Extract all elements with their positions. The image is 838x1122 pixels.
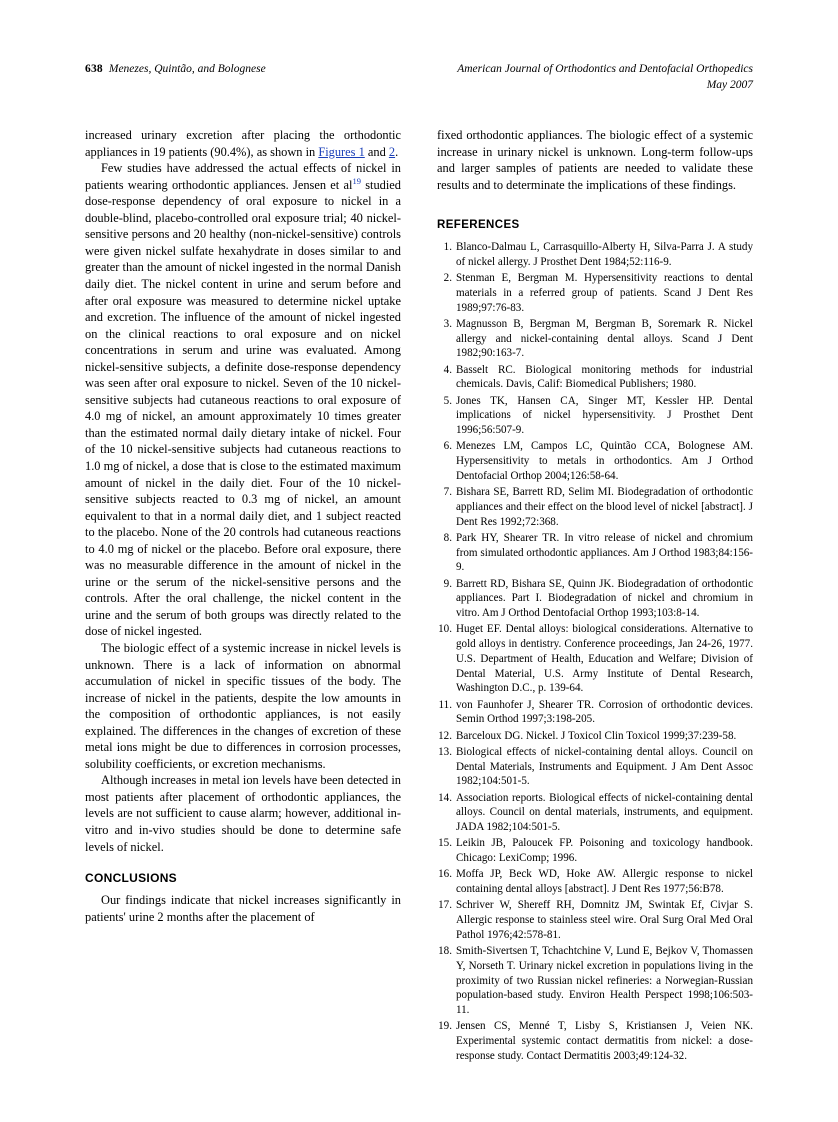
- reference-item: [437, 836, 753, 866]
- paragraph-conclusions: Our findings indicate that nickel increases significantly in patients' urine 2 months after the placement of: [85, 893, 401, 924]
- reference-item: [437, 745, 753, 789]
- two-column-body: [85, 127, 753, 1065]
- reference-text: Menezes LM, Campos LC, Quintão CCA, Bolognese AM. Hypersensitivity to metals in orthodontics. Am J Orthod Dentofacial Orthop 2004;126:58-64.: [456, 440, 753, 482]
- reference-text: Magnusson B, Bergman M, Bergman B, Soremark R. Nickel allergy and nickel-containing dental alloys. Scand J Dent 1982;90:163-7.: [456, 317, 753, 360]
- reference-item: [437, 898, 753, 942]
- reference-number: 3.: [443, 317, 452, 330]
- reference-item: [437, 622, 753, 696]
- reference-text: Park HY, Shearer TR. In vitro release of nickel and chromium from simulated orthodontic appliances. Am J Orthod 1983;84:156-9.: [456, 531, 753, 574]
- paragraph-biologic-effect: The biologic effect of a systemic increase in nickel levels is unknown. There is a lack of information on abnormal accumulation of nickel in specific tissues of the body. The increase of nickel in the patients, despite the low amounts in the composition of orthodontic appliances, is not easily explained. The differences in the changes of excretion of these metal ions might be due to differences in corrosion processes, solubility coefficients, or excretion mechanisms.: [85, 640, 401, 771]
- reference-item: [437, 729, 753, 744]
- conclusions-heading: CONCLUSIONS: [85, 871, 177, 886]
- reference-text: Huget EF. Dental alloys: biological considerations. Alternative to gold alloys in dentistry. Conference proceedings, Jan 24-26, 1977. U.S. Department of Health, Education and Welfare; Division of Dental Material, U.S. Army Institute of Dental Research, Washington D.C., p. 139-64.: [456, 623, 753, 695]
- reference-text: Blanco-Dalmau L, Carrasquillo-Alberty H, Silva-Parra J. A study of nickel allergy. J Prosthet Dent 1984;52:116-9.: [456, 241, 753, 268]
- reference-number: 10.: [438, 623, 452, 636]
- page-content: [85, 62, 753, 1065]
- reference-item: [437, 867, 753, 897]
- para2-text-a: Few studies have addressed the actual effects of nickel in patients wearing orthodontic appliances. Jensen et al: [85, 161, 401, 192]
- reference-item: [437, 439, 753, 483]
- figure-1-link[interactable]: Figures 1: [318, 144, 365, 159]
- references-heading: REFERENCES: [437, 219, 520, 232]
- journal-title: American Journal of Orthodontics and Dentofacial Orthopedics: [457, 63, 753, 75]
- right-column: [437, 127, 753, 1065]
- reference-number: 17.: [438, 899, 452, 912]
- reference-number: 2.: [443, 272, 452, 285]
- reference-text: Jensen CS, Menné T, Lisby S, Kristiansen J, Veien NK. Experimental systemic contact dermatitis from nickel: a dose-response study. Contact Dermatitis 2003;49:124-32.: [456, 1020, 753, 1062]
- reference-text: Stenman E, Bergman M. Hypersensitivity reactions to dental materials in a referred group of patients. Scand J Dent Res 1989;97:76-83.: [456, 272, 753, 314]
- running-head-right: [457, 62, 753, 93]
- reference-number: 6.: [443, 440, 452, 453]
- reference-item: [437, 317, 753, 361]
- reference-item: [437, 791, 753, 835]
- reference-item: [437, 363, 753, 393]
- reference-number: 13.: [438, 745, 452, 758]
- paragraph-discussion: [85, 160, 401, 640]
- running-head-authors: Menezes, Quintão, and Bolognese: [108, 63, 266, 75]
- reference-text: Bishara SE, Barrett RD, Selim MI. Biodegradation of orthodontic appliances and their effect on the blood level of nickel [abstract]. J Dent Res 1992;72:368.: [456, 486, 753, 528]
- reference-item: [437, 485, 753, 529]
- page-number: 638: [85, 63, 103, 75]
- reference-item: [437, 394, 753, 438]
- para1-text-a: increased urinary excretion after placing the orthodontic appliances in 19 patients (90.4%), as shown in: [85, 128, 401, 159]
- reference-text: Barrett RD, Bishara SE, Quinn JK. Biodegradation of orthodontic appliances. Part I. Biodegradation of nickel and chromium in vitro. Am J Orthod Dentofacial Orthop 1993;103:8-14.: [456, 577, 753, 620]
- figure-2-link[interactable]: 2: [388, 144, 396, 159]
- paragraph-metal-ion-levels: Although increases in metal ion levels have been detected in most patients after placement of orthodontic appliances, the levels are not sufficient to cause alarm; however, additional in-vitro and in-vivo studies should be done to determine safe levels of nickel.: [85, 773, 401, 854]
- para1-text-c: .: [395, 144, 399, 159]
- reference-item: [437, 577, 753, 621]
- reference-number: 1.: [443, 241, 452, 254]
- reference-text: Barceloux DG. Nickel. J Toxicol Clin Toxicol 1999;37:239-58.: [456, 729, 737, 742]
- issue-date: May 2007: [706, 78, 753, 91]
- reference-19-link[interactable]: 19: [352, 175, 361, 186]
- reference-item: [437, 531, 753, 575]
- reference-text: von Faunhofer J, Shearer TR. Corrosion of orthodontic devices. Semin Orthod 1997;3:198-205.: [456, 698, 753, 726]
- reference-number: 9.: [443, 577, 452, 590]
- reference-number: 12.: [438, 729, 452, 742]
- running-head-left: [85, 62, 266, 78]
- para1-text-b: and: [364, 144, 389, 159]
- reference-number: 7.: [443, 486, 452, 499]
- reference-number: 19.: [438, 1020, 452, 1033]
- reference-item: [437, 240, 753, 270]
- running-head: [85, 62, 753, 93]
- reference-text: Biological effects of nickel-containing dental alloys. Council on Dental Materials, Instruments and Equipment. J Am Dent Assoc 1982;104:501-5.: [456, 745, 753, 788]
- reference-text: Association reports. Biological effects of nickel-containing dental alloys. Council on dental materials, instruments, and equipment. JADA 1982;104:501-5.: [456, 791, 753, 834]
- reference-text: Schriver W, Shereff RH, Domnitz JM, Swintak Ef, Civjar S. Allergic response to stainless steel wire. Oral Surg Oral Med Oral Pathol 1976;42:578-81.: [456, 899, 753, 941]
- reference-item: [437, 698, 753, 728]
- reference-text: Jones TK, Hansen CA, Singer MT, Kessler HP. Dental implications of nickel hypersensitivity. J Prosthet Dent 1996;56:507-9.: [456, 394, 753, 437]
- reference-text: Smith-Sivertsen T, Tchachtchine V, Lund E, Bejkov V, Thomassen Y, Norseth T. Urinary nickel excretion in populations living in the proximity of two Russian nickel refineries: a Norwegian-Russian population-based study. Environ Health Perspect 1998;106:503-11.: [456, 945, 753, 1017]
- reference-number: 15.: [438, 837, 452, 850]
- reference-text: Basselt RC. Biological monitoring methods for industrial chemicals. Davis, Calif: Biomedical Publishers; 1980.: [456, 363, 753, 391]
- reference-text: Moffa JP, Beck WD, Hoke AW. Allergic response to nickel containing dental alloys [abstract]. J Dent Res 1977;56:B78.: [456, 868, 753, 896]
- paragraph-conclusions-continued: fixed orthodontic appliances. The biologic effect of a systemic increase in urinary nickel is unknown. Long-term follow-ups and larger samples of patients are needed to validate these results and to determinate the implications of these findings.: [437, 128, 753, 192]
- reference-number: 4.: [443, 363, 452, 376]
- reference-item: [437, 944, 753, 1018]
- reference-number: 18.: [438, 945, 452, 958]
- reference-list: [437, 240, 753, 1064]
- reference-item: [437, 1019, 753, 1063]
- reference-number: 8.: [443, 531, 452, 544]
- reference-item: [437, 271, 753, 315]
- paragraph-continued: [85, 127, 401, 160]
- left-column: [85, 127, 401, 1065]
- para2-text-b: studied dose-response dependency of oral exposure to nickel in a double-blind, placebo-controlled oral exposure trial; 40 nickel-sensitive persons and 20 healthy (non-nickel-sensitive) controls were given nickel sulfate hexahydrate in doses similar to and greater than the amount of nickel ingested in the normal Danish daily diet. The nickel content in urine and serum before and after oral exposure was measured to determine nickel uptake and excretion. The influence of the amount of nickel ingested on the clinical reactions to oral exposure and on nickel concentrations in serum and urine was evaluated. Among nickel-sensitive subjects, a definite dose-response dependency was seen after oral exposure to nickel. Seven of the 10 nickel-sensitive subjects had cutaneous reactions to oral exposure of 4.0 mg of nickel, an amount approximately 10 times greater than the estimated normal daily dietary intake of nickel. Four of the 10 nickel-sensitive subjects had cutaneous reactions to 1.0 mg of nickel, a dose that is close to the estimated maximum amount of nickel in the daily diet. Four of the 10 nickel-sensitive subjects reacted to 0.3 mg of nickel, an amount equivalent to that in a normal daily diet, and 1 subject reacted to the placebo. None of the 20 controls had cutaneous reactions to 4.0 mg of nickel or the placebo. Before oral exposure, there was no measurable difference in the amount of nickel in the urine or the serum of the nickel-sensitive persons and the controls. After the oral challenge, the nickel content in the urine and the serum of both groups was directly related to the dose of nickel ingested.: [85, 177, 402, 639]
- reference-number: 5.: [443, 394, 452, 407]
- reference-number: 14.: [438, 791, 452, 804]
- reference-text: Leikin JB, Paloucek FP. Poisoning and toxicology handbook. Chicago: LexiComp; 1996.: [456, 837, 753, 865]
- reference-number: 11.: [438, 698, 452, 711]
- reference-number: 16.: [438, 868, 452, 881]
